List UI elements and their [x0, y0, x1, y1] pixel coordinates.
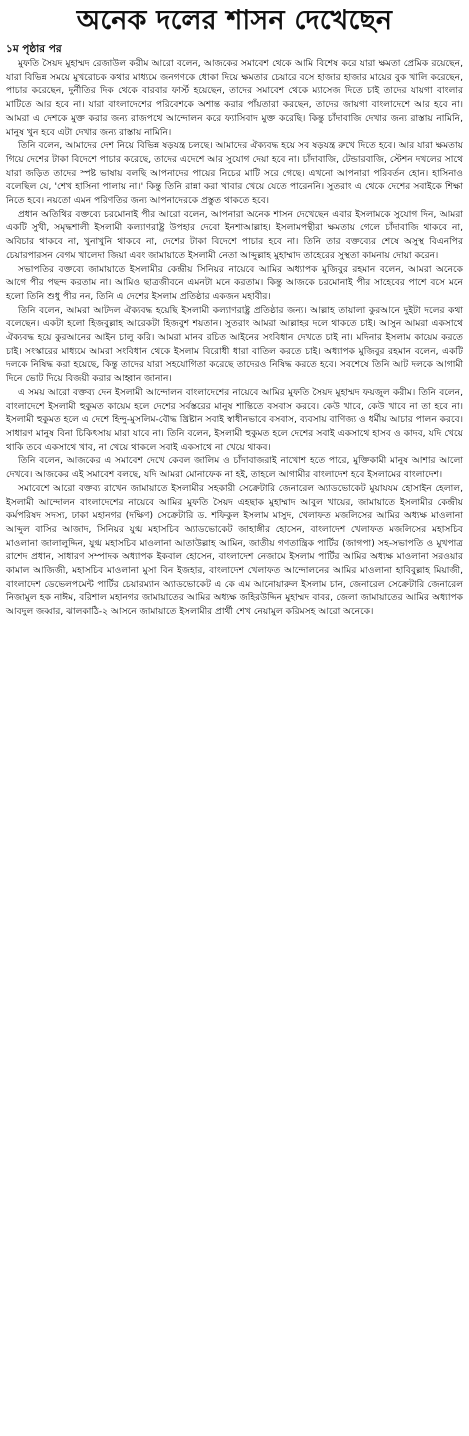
article-paragraph: সমাবেশে আরো বক্তব্য রাখেন জামায়াতে ইসলামীর সহকারী সেক্রেটারি জেনারেল অ্যাডভোকেট মুয়াযযম হোসাইন হেলাল, ইসলামী আন্দোলন বাংলাদেশের নায়েবে আমির মুফতি সৈয়দ এহছাক মুহাম্মাদ আবুল খায়ের, জামায়াতে ইসলামীর কেন্দ্রীয় কর্মপরিষদ সদস্য, ঢাকা মহানগর (দক্ষিণ) সেক্রেটারি ড. শফিকুল ইসলাম মাসুদ, খেলাফত মজলিসের আমির অধ্যক্ষ মাওলানা আব্দুল বাসির আজাদ, সিনিয়র যুগ্ম মহাসচিব অ্যাডভোকেট জাহাঙ্গীর হোসেন, বাংলাদেশ খেলাফত মজলিসের মহাসচিব মাওলানা জালালুদ্দিন, যুগ্ম মহাসচিব মাওলানা আতাউল্লাহ আমিন, জাতীয় গণতান্ত্রিক পার্টির (জাগপা) সহ-সভাপতি ও মুখপাত্র রাশেদ প্রধান, সাধারণ সম্পাদক অধ্যাপক ইকবাল হোসেন, বাংলাদেশ নেজামে ইসলাম পার্টির আমির অধ্যক্ষ মাওলানা সরওয়ার কামাল আজিজী, মহাসচিব মাওলানা মুসা বিন ইজহার, বাংলাদেশ খেলাফত আন্দোলনের আমির মাওলানা হাবিবুল্লাহ মিয়াজী, বাংলাদেশ ডেভেলপমেন্ট পার্টির চেয়ারম্যান অ্যাডভোকেট এ কে এম আনোয়ারুল ইসলাম চান, জেনারেল সেক্রেটারি জেনারেল নিজামুল হক নাঈম, বরিশাল মহানগর জামায়াতের আমির অধ্যক্ষ জহিরউদ্দিন মুহাম্মদ বাবর, জেলা জামায়াতের আমির অধ্যাপক আবদুল জব্বার, ঝালকাঠি-২ আসনে জামায়াতে ইসলামীর প্রার্থী শেখ নেয়ামুল করিমসহ আরো অনেকে।	[6, 483, 463, 618]
article-paragraph: মুফতি সৈয়দ মুহাম্মদ রেজাউল করীম আরো বলেন, আজকের সমাবেশ থেকে আমি বিশেষ করে যারা ক্ষমতা প্রেমিক রয়েছেন, যারা বিভিন্ন সময়ে মুখরোচক কথার মাধ্যমে জনগণকে ধোকা দিয়ে ক্ষমতার চেয়ারে বসে হাজার হাজার মায়ের বুক খালি করেছেন, পাচার করেছেন, দুর্নীতির দিক থেকে বারবার ফার্স্ট হয়েছেন, তাদের সমাবেশ থেকে ম্যাসেজ দিতে চাই তাদের যায়গা বাংলার মাটিতে আর হবে না। যারা বাংলাদেশের পরিবেশকে অশান্ত করার পাঁয়তারা করছেন, তাদের জায়গা বাংলাদেশে আর হবে না। আমরা এ দেশকে মুক্ত করার জন্য রাজপথে আন্দোলন করে ফ্যাসিবাদ মুক্ত করেছি। কিন্তু চাঁদাবাজি দেখার জন্য রাস্তায় নামিনি, মানুষ খুন হবে এটা দেখার জন্য রাস্তায় নামিনি।	[6, 59, 463, 138]
article-paragraph: তিনি বলেন, আমরা আটদল ঐক্যবদ্ধ হয়েছি ইসলামী কল্যাণরাষ্ট্র প্রতিষ্ঠার জন্য। আল্লাহ তায়ালা কুরআনে দুইটা দলের কথা বলেছেন। একটা হলো হিজবুল্লাহ আরেকটা হিজবুশ শয়তান। সুতরাং আমরা আল্লাহর দলে থাকতে চাই। আসুন আমরা একসাথে ঐক্যবদ্ধ হয়ে কুরআনের আইন চালু করি। আমরা মানব রচিত আইনের সংবিধান দেখতে চাই না। মদিনার ইসলাম কায়েম করতে চাই। সংস্কারের মাধ্যমে আমরা সংবিধান থেকে ইসলাম বিরোধী ধারা বাতিল করতে চাই। অধ্যাপক মুজিবুর রহমান বলেন, একটি দলকে নিষিদ্ধ করা হয়েছে, কিন্তু তাদের যারা সহযোগিতা করেছে তাদেরও নিষিদ্ধ করতে হবে। সবশেষে তিনি আট দলকে আগামী দিনে ভোট দিয়ে বিজয়ী করার আহ্বান জানান।	[6, 305, 463, 385]
article-paragraph: তিনি বলেন, আমাদের দেশ নিয়ে বিভিন্ন ষড়যন্ত্র চলছে। আমাদের ঐক্যবদ্ধ হয়ে সব ষড়যন্ত্র রুখে দিতে হবে। আর যারা ক্ষমতায় গিয়ে দেশের টাকা বিদেশে পাচার করেছে, তাদের এদেশে আর সুযোগ দেয়া হবে না। চাঁদাবাজি, টেন্ডারবাজি, স্টেশন দখলের সাথে যারা জড়িত তাদের স্পষ্ট ভাষায় বলছি আপনাদের পায়ের নিচের মাটি সরে গেছে। এখনো আপনারা পরিবর্তন হোন। হাসিনাও বলেছিল যে, 'শেখ হাসিনা পালায় না।' কিন্তু তিনি রান্না করা খাবার খেয়ে যেতে পারেননি। সুতরাং এ থেকে দেশের সবাইকে শিক্ষা নিতে হবে। নয়তো এমন পরিণতির জন্য আপনাদেরকে প্রস্তুত থাকতে হবে।	[6, 141, 463, 207]
article-headline: অনেক দলের শাসন দেখেছেন	[76, 5, 393, 36]
article-paragraph: প্রধান অতিথির বক্তব্যে চরমোনাই পীর আরো বলেন, আপনারা অনেক শাসন দেখেছেন এবার ইসলামকে সুযোগ দিন, আমরা একটি সুখী, সমৃদ্ধশালী ইসলামী কল্যাণরাষ্ট্র উপহার দেবো ইনশাআল্লাহ। ইসলামপন্থীরা ক্ষমতায় গেলে চাঁদাবাজি থাকবে না, অবিচার থাকবে না, খুনাখুনি থাকবে না, দেশের টাকা বিদেশে পাচার হবে না। তিনি তার বক্তব্যের শেষে অসুস্থ বিএনপির চেয়ারপারসন বেগম খালেদা জিয়া এবং জামায়াতে ইসলামী নেতা আব্দুল্লাহ মুহাম্মাদ তাহেরের সুস্থতা কামনায় দোয়া করেন।	[6, 209, 463, 261]
continuation-note: ১ম পৃষ্ঠার পর	[6, 43, 62, 55]
article-body	[6, 58, 463, 620]
article-paragraph: তিনি বলেন, আজকের এ সমাবেশ দেখে কেবল জালিম ও চাঁদাবাজরাই নাখোশ হতে পারে, মুক্তিকামী মানুষ আশার আলো দেখবে। আজকের এই সমাবেশ বলছে, যদি আমরা মোনাফেক না হই, তাহলে আগামীর বাংলাদেশ হবে ইসলামের বাংলাদেশ।	[6, 456, 463, 481]
article-paragraph: এ সময় আরো বক্তব্য দেন ইসলামী আন্দোলন বাংলাদেশের নায়েবে আমির মুফতি সৈয়দ মুহাম্মদ ফয়জুল করীম। তিনি বলেন, বাংলাদেশে ইসলামী হুকুমত কায়েম হলে দেশের সর্বস্তরের মানুষ শান্তিতে বসবাস করবে। কেউ খাবে, কেউ খাবে না তা হবে না। ইসলামী হুকুমত হলে এ দেশে হিন্দু-মুসলিম-বৌদ্ধ খ্রিষ্টান সবাই স্বাধীনভাবে বসবাস, ব্যবসায় বাণিজ্য ও ধর্মীয় আচার পালন করবে। সাধারণ মানুষ বিনা চিকিৎসায় মারা যাবে না। তিনি বলেন, ইসলামী হুকুমত হলে দেশের সবাই একসাথে হাসব ও কাদব, যদি খেয়ে থাকি তবে একসাথে খাব, না খেয়ে থাকলে সবাই একসাথে না খেয়ে থাকব।	[6, 387, 463, 453]
article-paragraph: সভাপতির বক্তব্যে জামায়াতে ইসলামীর কেন্দ্রীয় সিনিয়র নায়েবে আমির অধ্যাপক মুজিবুর রহমান বলেন, আমরা অনেকে আগে পীর পছন্দ করতাম না। আমিও ছাত্রজীবনে এমনটা মনে করতাম। কিন্তু আজকে চরমোনাই পীর সাহেবের পাশে বসে মনে হলো তিনি শুধু পীর নন, তিনি এ দেশের ইসলাম প্রতিষ্ঠার একজন মহাবীর।	[6, 264, 463, 302]
